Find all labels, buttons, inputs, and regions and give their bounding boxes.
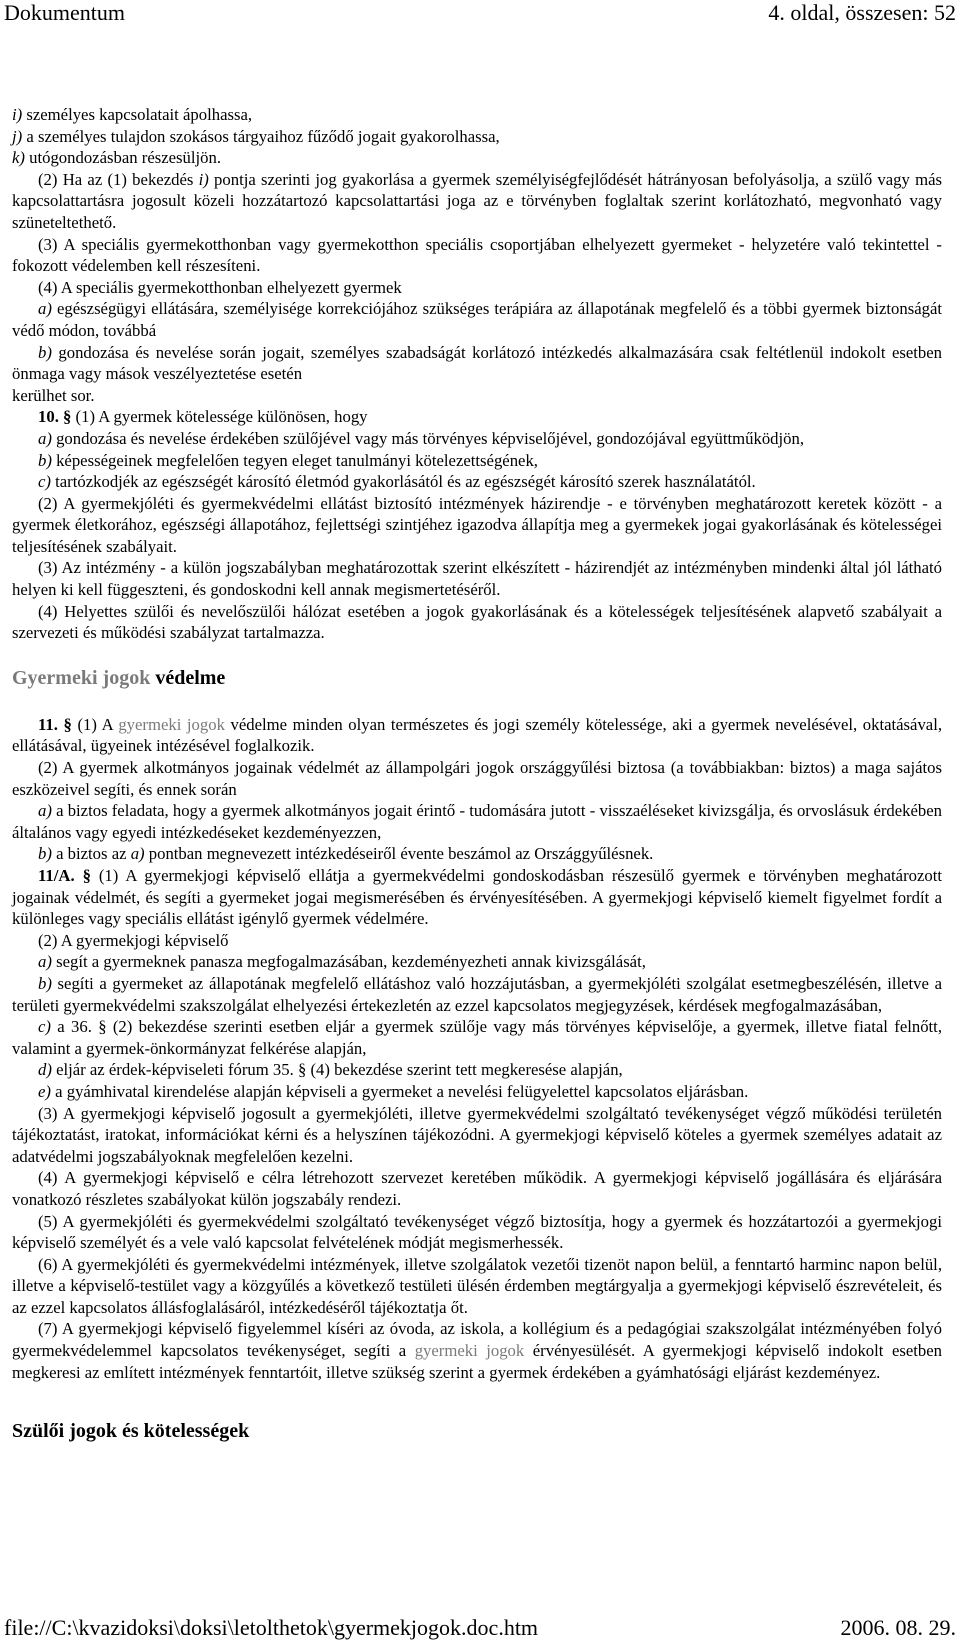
paragraph-text: tartózkodjék az egészségét károsító életmód gyakorlásától és az egészségét károsító szerek használatától. [50,472,756,492]
item-marker: i) [198,169,209,189]
keyword-link[interactable]: gyermeki jogok [118,714,225,734]
paragraph [12,147,942,169]
section-paragraph [12,406,942,428]
item-marker: a) [38,428,52,448]
paragraph: (3) A speciális gyermekotthonban vagy gyermekotthon speciális csoportjában elhelyezett gyermeket - helyzetére való tekintettel - fokozott védelemben kell részesíteni. [12,234,942,276]
paragraph [12,1081,942,1103]
paragraph-text: (1) A gyermek kötelessége különösen, hogy [71,407,368,427]
paragraph [12,1016,942,1059]
paragraph-text: pontja szerinti jog gyakorlása a gyermek személyiségfejlődését hátrányosan befolyásolja, a szülő vagy más kapcsolattartásra jogosult közeli hozzátartozó kapcsolattartási joga az e törvényben foglaltak szerint korlátozható, megvonható vagy szüneteltethető. [12,169,942,232]
paragraph: (4) Helyettes szülői és nevelőszülői hálózat esetében a jogok gyakorlásának és a kötelességek teljesítésének alapvető szabályait a szervezeti és működési szabályzat tartalmazza. [12,601,942,643]
section-paragraph [12,714,942,757]
item-marker: b) [38,973,52,993]
paragraph-text: (2) Ha az (1) bekezdés [38,169,199,189]
paragraph-text: gondozása és nevelése során jogait, személyes szabadságát korlátozó intézkedés alkalmazására csak feltétlenül indokolt esetben önmaga vagy mások veszélyeztetése esetén [12,342,942,384]
header-page-count: 4. oldal, összesen: 52 [768,0,956,25]
item-marker: b) [38,844,52,864]
paragraph [12,169,942,234]
paragraph [12,342,942,385]
item-marker: c) [38,1017,51,1037]
paragraph [12,843,942,865]
section-heading-parental-rights: Szülői jogok és kötelességek [12,1420,250,1443]
paragraph-text: segít a gyermeknek panasza megfogalmazásában, kezdeményezheti annak kivizsgálását, [51,952,646,972]
paragraph-text: (1) A gyermekjogi képviselő ellátja a gyermekvédelmi gondoskodásban részesülő gyermek e törvényben meghatározott jogainak védelmét, és segíti a gyermeket jogai megismerésében és érvényesítésében. A gyermekjogi képviselő kiemelt figyelmet fordít a különleges vagy speciális ellátást igénylő gyermek védelmére. [12,866,942,929]
section-sign: § [58,407,72,427]
heading-text: védelme [150,666,226,689]
paragraph: (4) A speciális gyermekotthonban elhelyezett gyermek [38,277,402,297]
paragraph [12,298,942,341]
header-title: Dokumentum [4,0,125,25]
paragraph [12,450,942,472]
item-marker: a) [130,844,145,864]
paragraph-text: pontban megnevezett intézkedéseiről évente beszámol az Országgyűlésnek. [144,844,654,864]
paragraph: (2) A gyermekjogi képviselő [38,930,229,950]
paragraph [12,973,942,1016]
paragraph-text: védelme minden olyan természetes és jogi személy kötelessége, aki a gyermek nevelésével, oktatásával, ellátásával, ügyeinek intézésével foglalkozik. [12,714,943,756]
paragraph: (5) A gyermekjóléti és gyermekvédelmi szolgáltató tevékenységet végző biztosítja, hogy a gyermek és hozzátartozói a gyermekjogi képviselő személyét és a vele való kapcsolat felvételének módját megismerhessék. [12,1211,942,1253]
paragraph: (2) A gyermek alkotmányos jogainak védelmét az állampolgári jogok országgyűlési biztosa (a továbbiakban: biztos) a maga sajátos eszközeivel segíti, és ennek során [12,758,942,799]
item-marker: a) [38,952,52,972]
section-number: 11. [38,714,58,734]
item-marker: i) [12,105,23,124]
paragraph [12,800,942,843]
footer-file-path: file://C:\kvazidoksi\doksi\letolthetok\gyermekjogok.doc.htm [4,1615,539,1640]
paragraph-text: utógondozásban részesüljön. [24,148,221,168]
paragraph [12,428,942,450]
item-marker: e) [38,1081,51,1101]
item-marker: b) [38,342,52,362]
paragraph: kerülhet sor. [12,385,95,405]
section-number: 10. [38,407,59,427]
paragraph-text: gondozása és nevelése érdekében szülőjével vagy más törvényes képviselőjével, gondozójával együttműködjön, [51,428,805,448]
paragraph: (4) A gyermekjogi képviselő e célra létrehozott szervezet keretében működik. A gyermekjogi képviselő jogállására és eljárására vonatkozó részletes szabályokat külön jogszabály rendezi. [12,1168,942,1209]
paragraph-text: a biztos az [51,844,131,864]
paragraph-text: egészségügyi ellátására, személyisége korrekciójához szükséges terápiára az állapotának megfelelő és a többi gyermek biztonságát védő módon, továbbá [12,299,942,340]
item-marker: k) [12,148,25,168]
paragraph-text: (1) A [71,714,119,734]
paragraph-text: a személyes tulajdon szokásos tárgyaihoz fűződő jogait gyakorolhassa, [22,126,500,146]
item-marker: c) [38,472,51,492]
paragraph [12,951,942,973]
section-sign: § [74,866,91,885]
paragraph-text: segíti a gyermeket az állapotának megfelelő ellátáshoz való hozzájutásban, a gyermekjóléti szolgálat esetmegbeszélésén, illetve a területi gyermekvédelmi szakszolgálat elhelyezési értekezletén az ezzel kapcsolatos megjegyzések, kérdések megfogalmazásában, [12,973,942,1015]
paragraph-text: a 36. § (2) bekezdése szerinti esetben eljár a gyermek szülője vagy más törvényes képviselője, a gyermek, illetve fiatal felnőtt, valamint a gyermek-önkormányzat felkérése alapján, [12,1017,942,1058]
paragraph [12,104,942,126]
paragraph: (3) A gyermekjogi képviselő jogosult a gyermekjóléti, illetve gyermekvédelmi szolgáltató tevékenységet végző működési területén tájékoztatást, iratokat, információkat kérni és a helyszínen tájékozódni. A gyermekjogi képviselő köteles a gyermek személyes adatait az adatvédelmi jogszabályoknak megfelelően kezelni. [12,1103,942,1166]
paragraph: (6) A gyermekjóléti és gyermekvédelmi intézmények, illetve szolgálatok vezetői tizenöt napon belül, a fenntartó harminc napon belül, illetve a képviselő-testület vagy a közgyűlés a következő testületi ülésén érdemben megtárgyalja a gyermekjogi képviselő észrevételeit, és az ezzel kapcsolatos állásfoglalásáról, intézkedéséről tájékoztatja őt. [12,1254,942,1317]
item-marker: j) [12,126,23,146]
document-body [12,104,942,1443]
footer-date: 2006. 08. 29. [840,1615,956,1640]
heading-link-text: Gyermeki jogok [12,666,151,689]
section-paragraph [12,865,942,930]
section-number: 11/A. [38,866,75,885]
paragraph [12,1318,942,1383]
paragraph-text: személyes kapcsolatait ápolhassa, [22,105,253,124]
paragraph-text: képességeinek megfelelően tegyen eleget tanulmányi kötelezettségének, [51,450,538,470]
paragraph-text: eljár az érdek-képviseleti fórum 35. § (4) bekezdése szerint tett megkeresése alapján, [51,1060,623,1080]
item-marker: a) [38,299,52,319]
section-sign: § [57,714,72,734]
section-heading [12,666,942,690]
paragraph [12,471,942,493]
paragraph-text: (7) A gyermekjogi képviselő figyelemmel kíséri az óvoda, az iskola, a kollégium és a pedagógiai szakszolgálat intézményében folyó gyermekvédelemmel kapcsolatos tevékenységet, segíti a [12,1319,942,1361]
paragraph-text: a gyámhivatal kirendelése alapján képviseli a gyermeket a nevelési felügyelettel kapcsolatos eljárásban. [50,1081,749,1101]
item-marker: b) [38,450,52,470]
paragraph: (2) A gyermekjóléti és gyermekvédelmi ellátást biztosító intézmények házirendje - e törvényben meghatározott keretek között - a gyermek életkorához, egészségi állapotához, fejlettségi szintjéhez igazodva állapítja meg a gyermekek jogai gyakorlásának és kötelességei teljesítésének szabályait. [12,493,942,556]
paragraph [12,126,942,148]
paragraph: (3) Az intézmény - a külön jogszabályban meghatározottak szerint elkészített - házirendjét az intézményben mindenki által jól látható helyen ki kell függeszteni, és gondoskodni kell annak megismertetéséről. [12,558,942,600]
paragraph-text: érvényesülését. A gyermekjogi képviselő indokolt esetben megkeresi az említett intézmények fenntartóit, illetve szükség szerint a gyermek érdekében a gyámhatósági eljárást kezdeményez. [12,1341,942,1382]
paragraph-text: a biztos feladata, hogy a gyermek alkotmányos jogait érintő - tudomására jutott - visszaéléseket kivizsgálja, és orvoslásuk érdekében általános vagy egyedi intézkedéseket kezdeményezzen, [12,801,942,842]
keyword-link[interactable]: gyermeki jogok [414,1341,525,1361]
page-header [0,0,960,36]
page-footer [0,1615,960,1645]
item-marker: a) [38,801,52,821]
paragraph [12,1059,942,1081]
item-marker: d) [38,1060,52,1080]
